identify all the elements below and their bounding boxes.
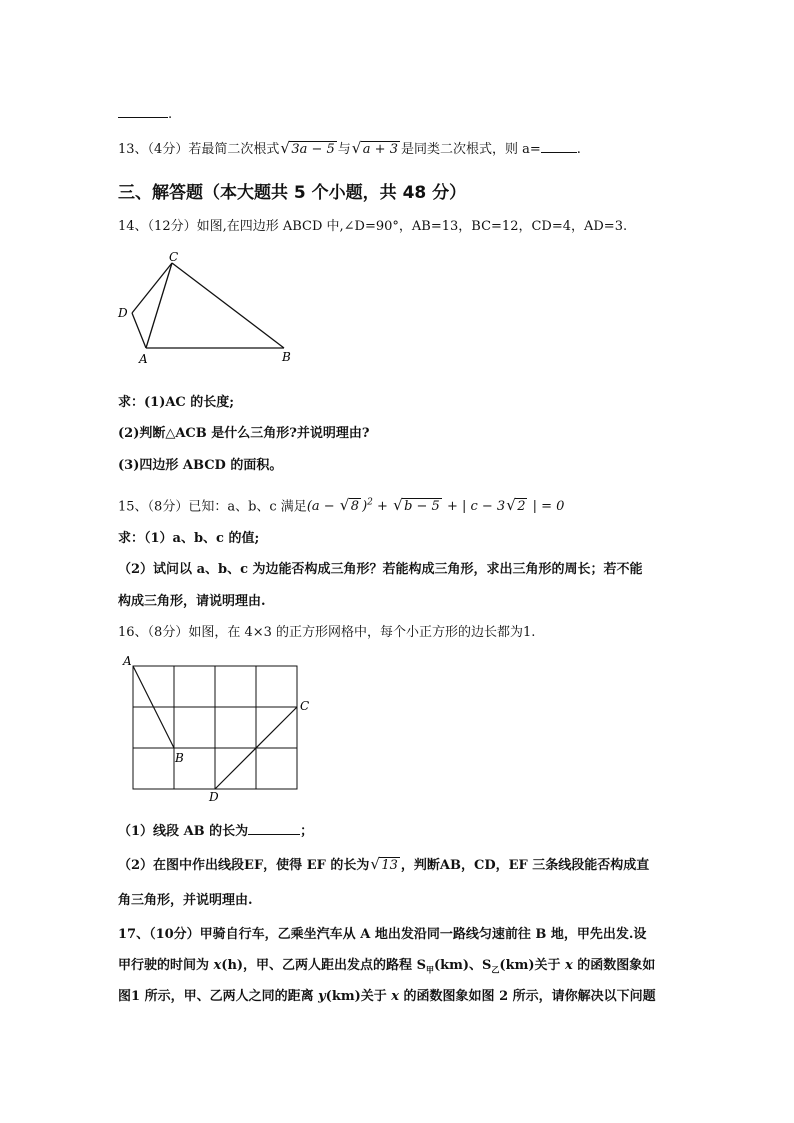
q16-ask-2-line-1: （2）在图中作出线段EF，使得 EF 的长为 √ 13 ，判断AB，CD，EF 三条线段能否构成直 [118,855,650,873]
sqrt-sign-icon: √ [339,496,350,515]
q13-radical-1: √ 3a − 5 [280,139,335,157]
q14-ask-1: 求：(1)AC 的长度; [118,395,235,410]
q15-ask-2-line-1: （2）试问以 a、b、c 为边能否构成三角形？若能构成三角形，求出三角形的周长；若不能 [118,562,643,577]
q13-prefix: 13、（4分）若最简二次根式 [118,142,280,157]
q12-period: . [168,107,173,122]
diagonal-ac [146,263,172,348]
question-13 [118,140,581,159]
question-17-line-2: 甲行驶的时间为 x(h)，甲、乙两人距出发点的路程 $S_甲(km)$、$S_乙(km)$关于 x 的函数图象如 [118,958,656,975]
q13-radical-2: √ a + 3 [351,139,398,157]
q15-formula: (a − √ 8 )$^2$ + √ b − 5 + | c − 3 √ 2 | = 0 [306,496,565,515]
sqrt-sign-icon: √ [506,496,516,515]
label-d: D [209,790,219,802]
label-a: A [139,352,148,366]
q12-answer-blank-line [118,105,172,124]
edge-da [132,313,146,348]
q13-mid: 与 [337,142,351,157]
label-c: C [169,250,179,264]
q13-end: . [576,142,581,157]
edge-bc [172,263,284,348]
answer-blank [541,140,577,153]
q16-grid-figure [118,652,318,802]
q16-radical-13: √ 13 [370,855,398,873]
q14-ask-2: (2)判断△ACB 是什么三角形?并说明理由? [118,426,370,441]
q15-ask-1: 求：（1）a、b、c 的值; [118,531,260,546]
q15-ask-2-line-2: 构成三角形，请说明理由. [118,594,266,609]
question-17-line-1: 17、（10分）甲骑自行车，乙乘坐汽车从 A 地出发沿同一路线匀速前往 B 地，甲先出发.设 [118,927,647,942]
q15-radical-1: √ 8 [339,496,360,515]
label-c: C [300,699,310,713]
sqrt-sign-icon: √ [351,139,362,157]
grid-4x3 [133,666,297,789]
label-d: D [118,306,128,320]
section-3-title: 三、解答题（本大题共 5 个小题，共 48 分） [118,183,467,203]
q15-radical-2: √ b − 5 [393,496,440,515]
sqrt-sign-icon: √ [280,139,290,157]
answer-blank [118,105,168,118]
label-a: A [123,654,132,668]
label-b: B [175,751,184,765]
q14-quadrilateral-figure [112,245,312,370]
edge-cd [132,263,172,313]
q16-ask-2-line-2: 角三角形，并说明理由. [118,893,253,908]
q14-ask-3: (3)四边形 ABCD 的面积。 [118,458,283,473]
q15-stem-text: 15、（8分）已知：a、b、c 满足 [118,499,307,515]
q15-radical-3: √ 2 [506,496,526,515]
sqrt-sign-icon: √ [370,855,380,873]
sqrt-sign-icon: √ [393,496,403,515]
answer-blank [248,822,300,835]
question-17-line-3: 图1 所示，甲、乙两人之同的距离 y(km)关于 x 的函数图象如图 2 所示，请你解决以下问题 [118,989,656,1004]
question-14-stem: 14、（12分）如图,在四边形 ABCD 中,∠D=90°，AB=13，BC=12，CD=4，AD=3. [118,219,628,234]
question-15-stem [118,494,564,516]
question-16-stem: 16、（8分）如图，在 4×3 的正方形网格中，每个小正方形的边长都为1. [118,625,536,640]
label-b: B [282,350,291,364]
q16-ask-1: （1）线段 AB 的长为 ； [118,824,314,839]
q13-suffix: 是同类二次根式，则 a= [400,142,541,157]
